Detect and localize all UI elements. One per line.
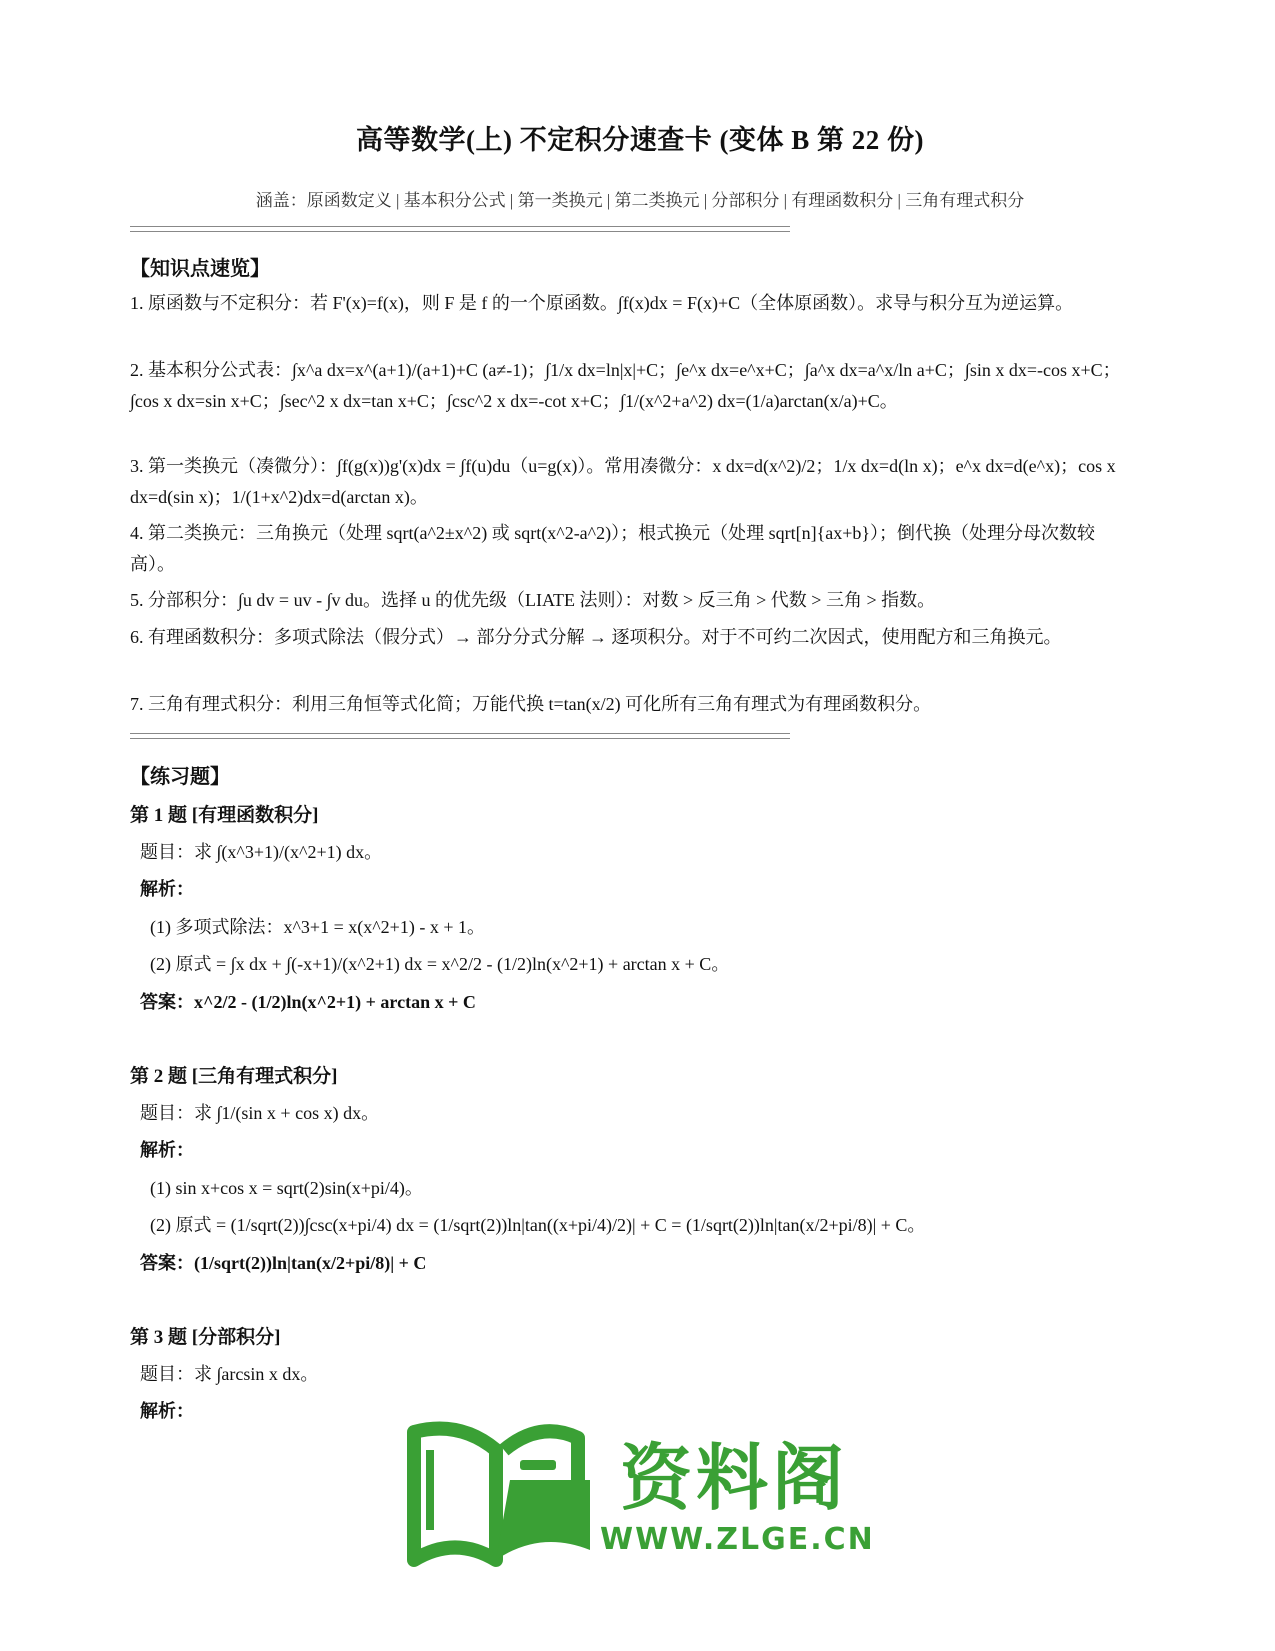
knowledge-item: 4. 第二类换元：三角换元（处理 sqrt(a^2±x^2) 或 sqrt(x^2-a^2)）；根式换元（处理 sqrt[n]{ax+b}）；倒代换（处理分母次数较高）。	[130, 523, 1096, 574]
question-problem: 题目：求 ∫arcsin x dx。	[140, 1364, 319, 1384]
watermark-url: WWW.ZLGE.CN	[600, 1522, 875, 1557]
solution-step: (2) 原式 = ∫x dx + ∫(-x+1)/(x^2+1) dx = x^2/2 - (1/2)ln(x^2+1) + arctan x + C。	[150, 954, 730, 974]
knowledge-item: 1. 原函数与不定积分：若 F'(x)=f(x)，则 F 是 f 的一个原函数。∫f(x)dx = F(x)+C（全体原函数）。求导与积分互为逆运算。	[130, 293, 1074, 313]
knowledge-item: 3. 第一类换元（凑微分）：∫f(g(x))g'(x)dx = ∫f(u)du（u=g(x)）。常用凑微分：x dx=d(x^2)/2；1/x dx=d(ln x)；e^x dx=d(e^x)；cos x dx=d(sin x)；1/(1+x^2)dx=d(arctan x)。	[130, 456, 1116, 507]
section-heading-knowledge: 【知识点速览】	[130, 258, 270, 280]
analysis-label: 解析：	[140, 1140, 194, 1160]
knowledge-item: 2. 基本积分公式表：∫x^a dx=x^(a+1)/(a+1)+C (a≠-1)；∫1/x dx=ln|x|+C；∫e^x dx=e^x+C；∫a^x dx=a^x/ln a+C；∫sin x dx=-cos x+C；∫cos x dx=sin x+C；∫sec^2 x dx=tan x+C；∫csc^2 x dx=-cot x+C；∫1/(x^2+a^2) dx=(1/a)arctan(x/a)+C。	[130, 360, 1121, 411]
solution-step: (1) sin x+cos x = sqrt(2)sin(x+pi/4)。	[150, 1178, 423, 1198]
solution-step: (1) 多项式除法：x^3+1 = x(x^2+1) - x + 1。	[150, 917, 485, 937]
answer: 答案：(1/sqrt(2))ln|tan(x/2+pi/8)| + C	[140, 1253, 427, 1273]
page-title: 高等数学(上) 不定积分速查卡 (变体 B 第 22 份)	[356, 125, 924, 155]
answer: 答案：x^2/2 - (1/2)ln(x^2+1) + arctan x + C	[140, 992, 476, 1012]
question-problem: 题目：求 ∫1/(sin x + cos x) dx。	[140, 1103, 380, 1123]
divider-rule	[130, 733, 790, 739]
knowledge-item: 6. 有理函数积分：多项式除法（假分式）→ 部分分式分解 → 逐项积分。对于不可约二次因式，使用配方和三角换元。	[130, 627, 1062, 647]
question-title: 第 3 题 [分部积分]	[130, 1327, 281, 1348]
solution-step: (2) 原式 = (1/sqrt(2))∫csc(x+pi/4) dx = (1/sqrt(2))ln|tan((x+pi/4)/2)| + C = (1/sqrt(2))ln|tan(x/2+pi/8)| + C。	[150, 1215, 926, 1235]
question-title: 第 1 题 [有理函数积分]	[130, 805, 319, 826]
analysis-label: 解析：	[140, 879, 194, 899]
section-heading-practice: 【练习题】	[130, 766, 230, 788]
question-title: 第 2 题 [三角有理式积分]	[130, 1066, 338, 1087]
knowledge-item: 7. 三角有理式积分：利用三角恒等式化简；万能代换 t=tan(x/2) 可化所有三角有理式为有理函数积分。	[130, 694, 932, 714]
divider-rule	[130, 226, 790, 232]
analysis-label: 解析：	[140, 1401, 194, 1421]
watermark-text: 资料阁	[620, 1436, 849, 1520]
open-book-icon	[400, 1410, 600, 1580]
knowledge-item: 5. 分部积分：∫u dv = uv - ∫v du。选择 u 的优先级（LIATE 法则）：对数 > 反三角 > 代数 > 三角 > 指数。	[130, 590, 936, 610]
watermark-logo	[400, 1410, 875, 1590]
question-problem: 题目：求 ∫(x^3+1)/(x^2+1) dx。	[140, 842, 383, 862]
page-subtitle: 涵盖：原函数定义 | 基本积分公式 | 第一类换元 | 第二类换元 | 分部积分 | 有理函数积分 | 三角有理式积分	[255, 191, 1025, 210]
